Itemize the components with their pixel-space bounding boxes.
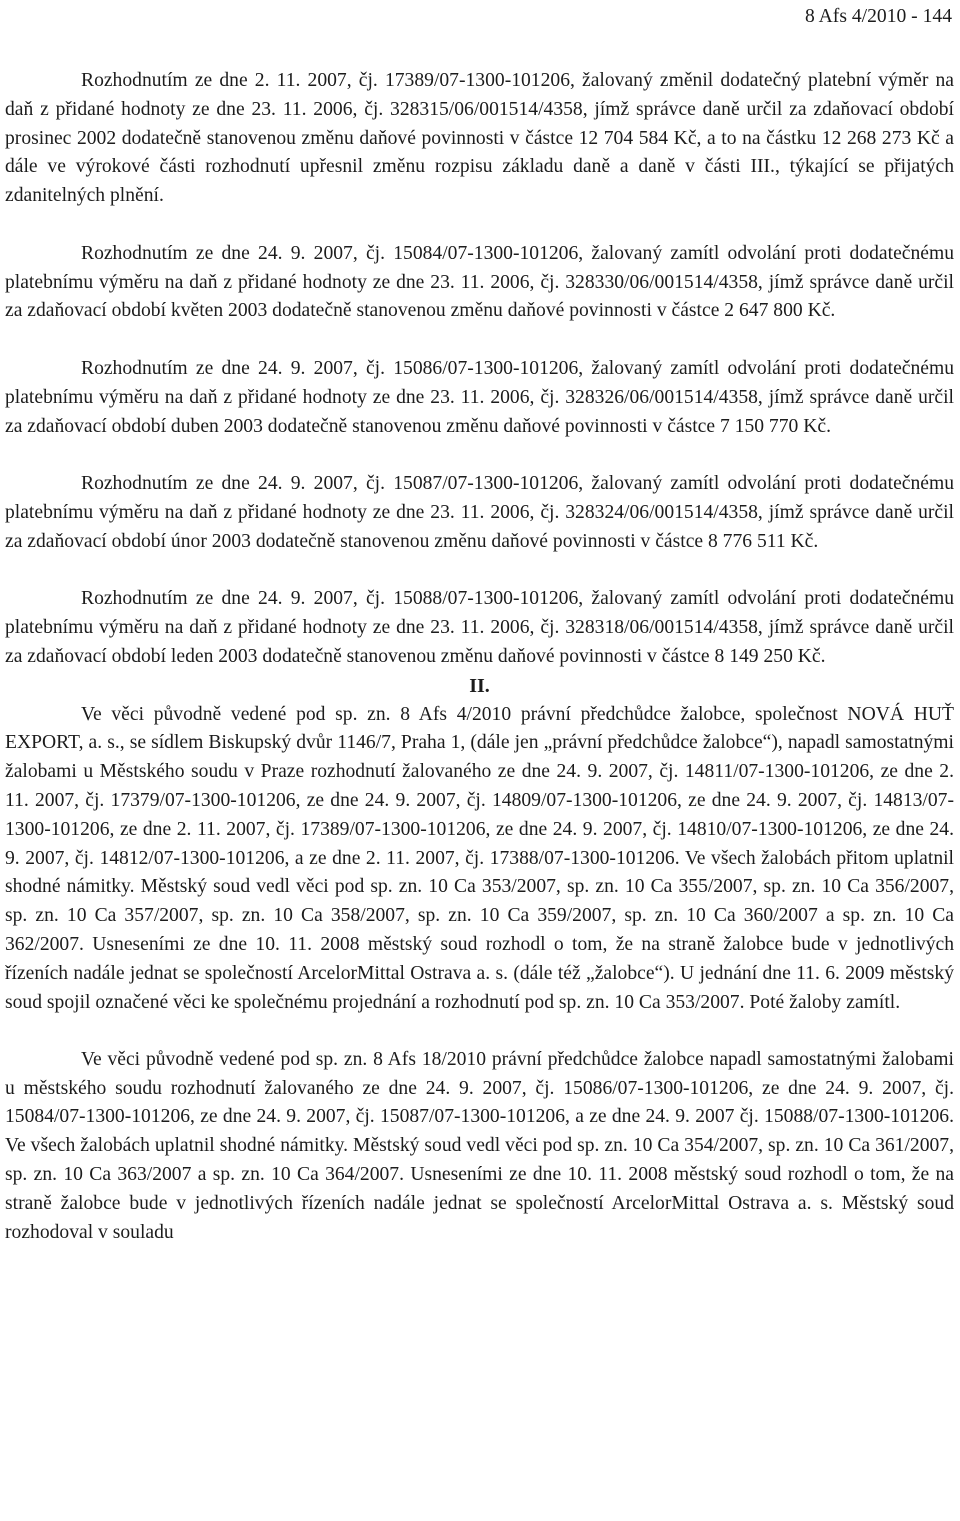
paragraph-decision-2: Rozhodnutím ze dne 24. 9. 2007, čj. 15084/07-1300-101206, žalovaný zamítl odvolání proti dodatečnému platebnímu výměru na daň z přidané hodnoty ze dne 23. 11. 2006, čj. 328330/06/001514/4358, jímž správce daně určil za zdaňovací období květen 2003 dodatečně stanovenou změnu daňové povinnosti v částce 2 647 800 Kč. <box>5 242 954 322</box>
paragraph-section-1: Ve věci původně vedené pod sp. zn. 8 Afs 4/2010 právní předchůdce žalobce, společnost NOVÁ HUŤ EXPORT, a. s., se sídlem Biskupský dvůr 1146/7, Praha 1, (dále jen „právní předchůdce žalobce“), napadl samostatnými žalobami u Městského soudu v Praze rozhodnutí žalovaného ze dne 24. 9. 2007, čj. 14811/07-1300-101206, ze dne 2. 11. 2007, čj. 17379/07-1300-101206, ze dne 24. 9. 2007, čj. 14809/07-1300-101206, ze dne 24. 9. 2007, čj. 14813/07-1300-101206, ze dne 2. 11. 2007, čj. 17389/07-1300-101206, ze dne 24. 9. 2007, čj. 14810/07-1300-101206, ze dne 24. 9. 2007, čj. 14812/07-1300-101206, a ze dne 2. 11. 2007, čj. 17388/07-1300-101206. Ve všech žalobách přitom uplatnil shodné námitky. Městský soud vedl věci pod sp. zn. 10 Ca 353/2007, sp. zn. 10 Ca 355/2007, sp. zn. 10 Ca 356/2007, sp. zn. 10 Ca 357/2007, sp. zn. 10 Ca 358/2007, sp. zn. 10 Ca 359/2007, sp. zn. 10 Ca 360/2007 a sp. zn. 10 Ca 362/2007. Usneseními ze dne 10. 11. 2008 městský soud rozhodl o tom, že na straně žalobce bude v jednotlivých řízeních nadále jednat se společností ArcelorMittal Ostrava a. s. (dále též „žalobce“). U jednání dne 11. 6. 2009 městský soud spojil označené věci ke společnému projednání a rozhodnutí pod sp. zn. 10 Ca 353/2007. Poté žaloby zamítl. <box>5 703 954 1013</box>
section-heading: II. <box>469 674 490 697</box>
document-body <box>5 67 954 1247</box>
case-reference: 8 Afs 4/2010 - 144 <box>805 6 952 27</box>
paragraph-decision-3: Rozhodnutím ze dne 24. 9. 2007, čj. 15086/07-1300-101206, žalovaný zamítl odvolání proti dodatečnému platebnímu výměru na daň z přidané hodnoty ze dne 23. 11. 2006, čj. 328326/06/001514/4358, jímž správce daně určil za zdaňovací období duben 2003 dodatečně stanovenou změnu daňové povinnosti v částce 7 150 770 Kč. <box>5 357 954 437</box>
paragraph-decision-4: Rozhodnutím ze dne 24. 9. 2007, čj. 15087/07-1300-101206, žalovaný zamítl odvolání proti dodatečnému platebnímu výměru na daň z přidané hodnoty ze dne 23. 11. 2006, čj. 328324/06/001514/4358, jímž správce daně určil za zdaňovací období únor 2003 dodatečně stanovenou změnu daňové povinnosti v částce 8 776 511 Kč. <box>5 473 954 552</box>
paragraph-section-2: Ve věci původně vedené pod sp. zn. 8 Afs 18/2010 právní předchůdce žalobce napadl samostatnými žalobami u městského soudu rozhodnutí žalovaného ze dne 24. 9. 2007, čj. 15086/07-1300-101206, ze dne 24. 9. 2007, čj. 15084/07-1300-101206, ze dne 24. 9. 2007, čj. 15087/07-1300-101206, a ze dne 24. 9. 2007 čj. 15088/07-1300-101206. Ve všech žalobách uplatnil shodné námitky. Městský soud vedl věci pod sp. zn. 10 Ca 354/2007, sp. zn. 10 Ca 361/2007, sp. zn. 10 Ca 363/2007 a sp. zn. 10 Ca 364/2007. Usneseními ze dne 10. 11. 2008 městský soud rozhodl o tom, že na straně žalobce bude v jednotlivých řízeních nadále jednat se společností ArcelorMittal Ostrava a. s. Městský soud rozhodoval v souladu <box>5 1048 954 1243</box>
paragraph-decision-1: Rozhodnutím ze dne 2. 11. 2007, čj. 17389/07-1300-101206, žalovaný změnil dodatečný platební výměr na daň z přidané hodnoty ze dne 23. 11. 2006, čj. 328315/06/001514/4358, jímž správce daně určil za zdaňovací období prosinec 2002 dodatečně stanovenou změnu daňové povinnosti v částce 12 704 584 Kč, a to na částku 12 268 273 Kč a dále ve výrokové části rozhodnutí upřesnil změnu rozpisu základu daně a daně v části III., týkající se přijatých zdanitelných plnění. <box>5 70 954 207</box>
paragraph-decision-5: Rozhodnutím ze dne 24. 9. 2007, čj. 15088/07-1300-101206, žalovaný zamítl odvolání proti dodatečnému platebnímu výměru na daň z přidané hodnoty ze dne 23. 11. 2006, čj. 328318/06/001514/4358, jímž správce daně určil za zdaňovací období leden 2003 dodatečně stanovenou změnu daňové povinnosti v částce 8 149 250 Kč. <box>5 588 954 667</box>
